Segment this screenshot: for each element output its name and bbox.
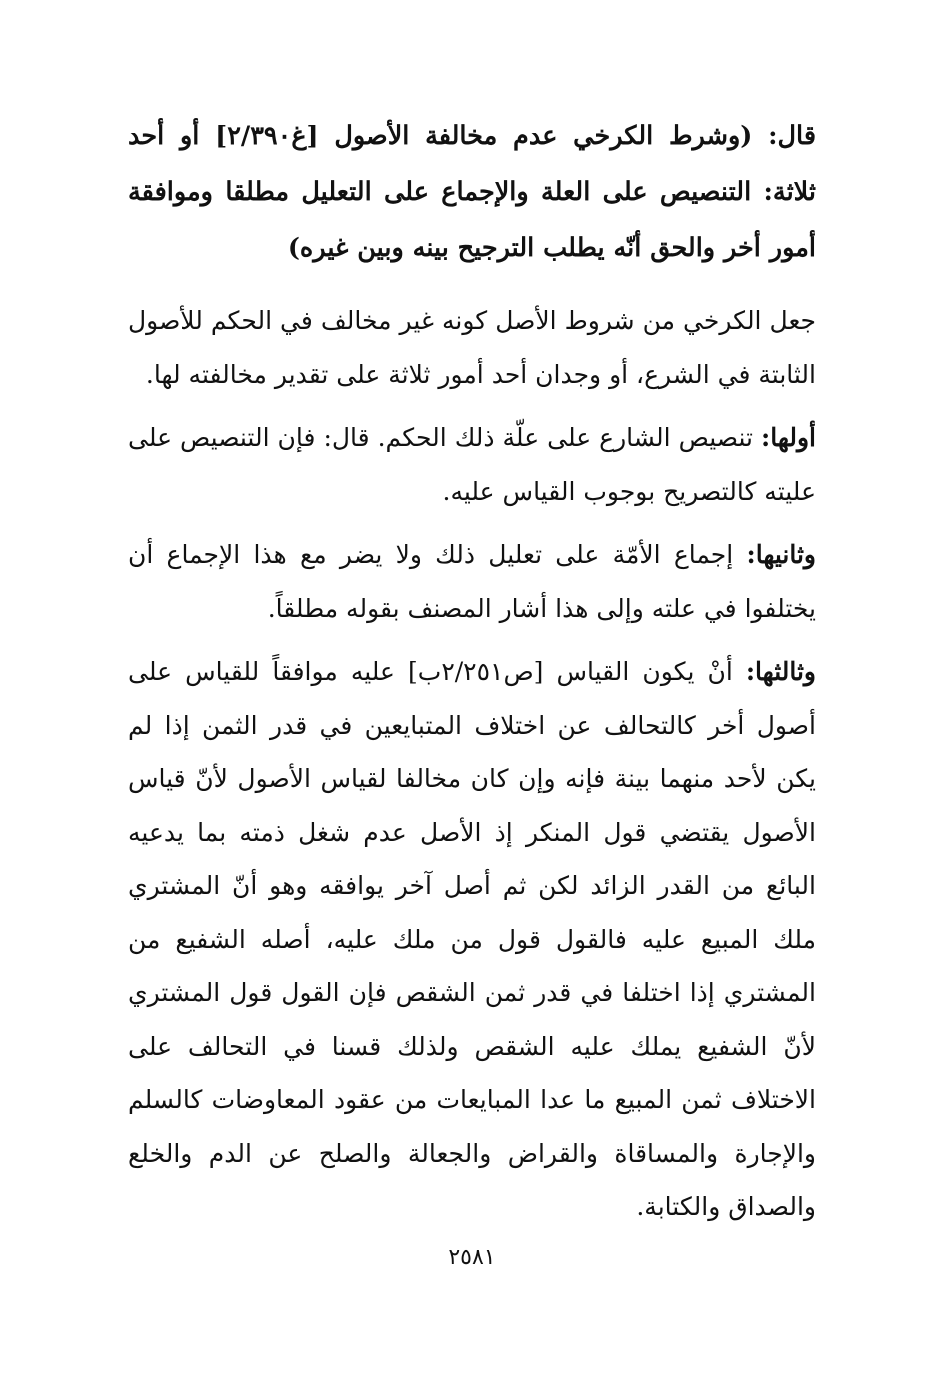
paragraph-third-text: أنْ يكون القياس [ص٢/٢٥١ب] عليه موافقاً للقياس على أصول أخر كالتحالف عن اختلاف المتبايعين في قدر الثمن إذا لم يكن لأحد منهما بينة فإنه وإن كان مخالفا لقياس الأصول لأنّ قياس الأصول يقتضي قول المنكر إذ الأصل عدم شغل ذمته بما يدعيه البائع من القدر الزائد لكن ثم أصل آخر يوافقه وهو أنّ المشتري ملك المبيع عليه فالقول قول من ملك عليه، أصله الشفيع من المشتري إذا اختلفا في قدر ثمن الشقص فإن القول قول المشتري لأنّ الشفيع يملك عليه الشقص ولذلك قسنا في التحالف على الاختلاف ثمن المبيع ما عدا المبايعات من عقود المعاوضات كالسلم والإجارة والمساقاة والقراض والجعالة والصلح عن الدم والخلع والصداق والكتابة. (128, 657, 816, 1221)
paragraph-second-lead: وثانيها: (746, 540, 816, 569)
paragraph-intro-text: جعل الكرخي من شروط الأصل كونه غير مخالف في الحكم للأصول الثابتة في الشرع، أو وجدان أحد أمور ثلاثة على تقدير مخالفته لها. (128, 306, 816, 389)
paragraph-first-lead: أولها: (760, 423, 816, 452)
paragraph-third-lead: وثالثها: (745, 657, 817, 686)
paragraph-first-text: تنصيص الشارع على علّة ذلك الحكم. قال: فإن التنصيص على عليته كالتصريح بوجوب القياس عليه. (128, 423, 816, 506)
page-number: ٢٥٨١ (448, 1245, 496, 1270)
section-heading: قال: (وشرط الكرخي عدم مخالفة الأصول [غ٢/٣٩٠] أو أحد ثلاثة: التنصيص على العلة والإجماع على التعليل مطلقا وموافقة أمور أخر والحق أنّه يطلب الترجيح بينه وبين غيره) (128, 121, 817, 263)
paragraph-second-text: إجماع الأمّة على تعليل ذلك ولا يضر مع هذا الإجماع أن يختلفوا في علته وإلى هذا أشار المصنف بقوله مطلقاً. (128, 540, 816, 623)
paragraph-intro (128, 294, 816, 401)
paragraph-second (128, 528, 816, 635)
page-content (128, 108, 816, 1244)
paragraph-third (128, 645, 816, 1234)
paragraph-first (128, 411, 816, 518)
